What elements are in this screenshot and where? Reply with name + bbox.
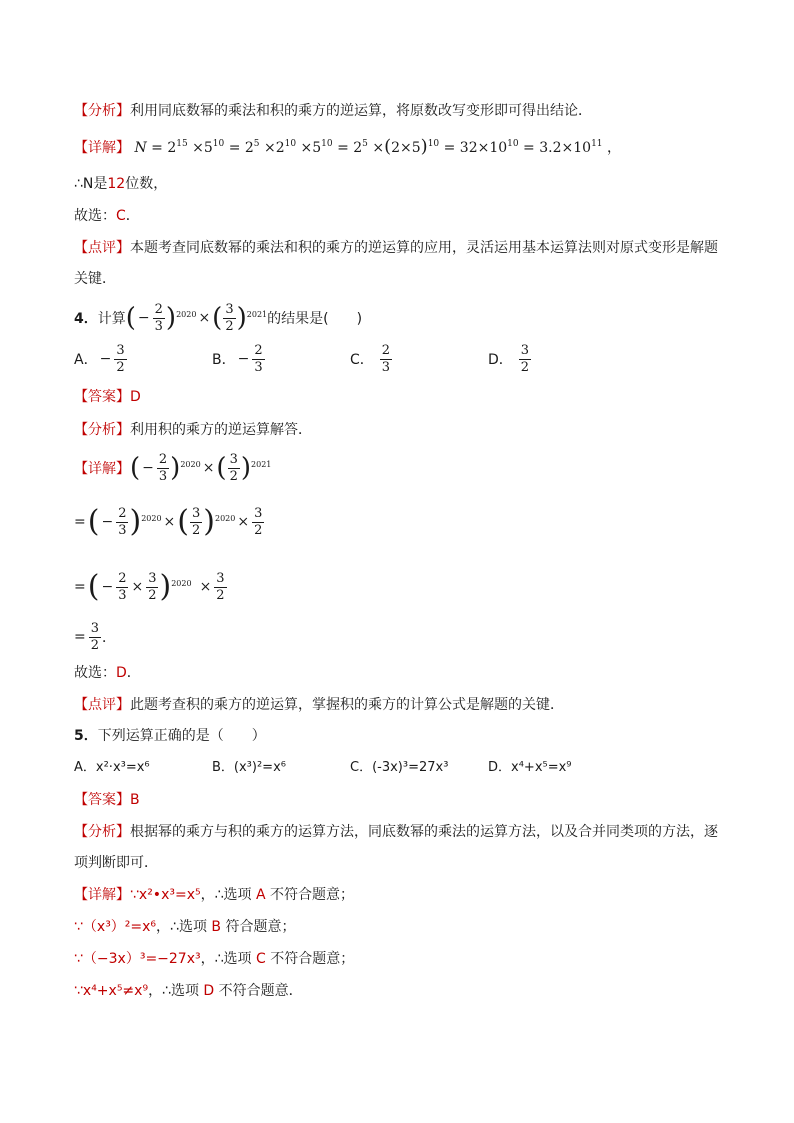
choice-letter: C — [116, 208, 126, 224]
q5-detail-line-c — [74, 949, 354, 969]
q4-option-a[interactable] — [74, 340, 128, 378]
q5-option-a[interactable] — [74, 758, 150, 778]
comment-tag: 【点评】 — [74, 697, 130, 713]
comment-text-cont: 关键． — [74, 271, 116, 287]
comment-text: 此题考查积的乘方的逆运算，掌握积的乘方的计算公式是解题的关键． — [130, 697, 564, 713]
stem-text: 下列运算正确的是（ ） — [97, 728, 266, 744]
conclusion-suffix: 位数， — [125, 176, 168, 192]
exponent-1: 2020 — [215, 513, 236, 523]
detail-option: B — [211, 919, 222, 935]
q5-option-b[interactable] — [212, 758, 286, 778]
detail-text: ，∴选项 — [148, 983, 204, 999]
option-den: 2 — [520, 359, 530, 375]
q5-answer-line — [74, 790, 140, 810]
exponent-2: 2021 — [246, 309, 268, 319]
exponent-2: 2021 — [251, 459, 272, 469]
detail-option: D — [203, 983, 215, 999]
comment-line-1 — [74, 238, 718, 258]
answer-letter: D — [130, 389, 141, 405]
q4-detail-step-3: = ( − $\frac{2}{3}$ × $\frac{3}{2}$ ) 2020 × $\frac{3}{2}$ — [74, 569, 225, 604]
q5-option-c[interactable] — [350, 758, 448, 778]
detail-option: C — [255, 951, 266, 967]
option-text: x⁴+x⁵=x⁹ — [511, 760, 572, 775]
q4-answer-line — [74, 387, 141, 407]
q5-detail-line-d — [74, 981, 303, 1001]
exponent-1: 2020 — [171, 578, 192, 588]
detail-tag: 【详解】 — [74, 461, 130, 477]
q5-analysis-line-1 — [74, 822, 718, 842]
detail-tag: 【详解】 — [74, 887, 130, 903]
choice-end: ． — [125, 208, 140, 224]
option-label: C． — [350, 760, 373, 775]
option-text: (-3x)³=27x³ — [372, 760, 449, 775]
detail-line-n — [74, 137, 621, 158]
option-num: 2 — [254, 342, 263, 358]
detail-text: 不符合题意； — [265, 951, 355, 967]
question-5-stem — [74, 726, 266, 746]
q5-detail-line-b — [74, 917, 295, 937]
detail-text: 不符合题意； — [265, 887, 354, 903]
choice-end: ． — [126, 665, 141, 681]
analysis-text: 利用积的乘方的逆运算解答． — [130, 422, 312, 438]
conclusion-number: 12 — [107, 176, 126, 192]
answer-tag: 【答案】 — [74, 792, 130, 808]
option-label: B． — [212, 352, 236, 368]
choice-prefix: 故选： — [74, 208, 116, 224]
q5-analysis-line-2 — [74, 853, 158, 873]
analysis-text-cont: 项判断即可． — [74, 855, 158, 871]
comment-line-2 — [74, 269, 116, 289]
option-sign: − — [99, 351, 112, 367]
analysis-text: 根据幂的乘方与积的乘方的运算方法，同底数幂的乘法的运算方法，以及合并同类项的方法，逐 — [130, 824, 718, 840]
detail-text: ，∴选项 — [200, 951, 256, 967]
detail-option: A — [255, 887, 266, 903]
question-number: 5． — [74, 728, 98, 744]
analysis-tag: 【分析】 — [74, 824, 130, 840]
q4-option-c[interactable] — [350, 340, 393, 378]
option-sign: − — [237, 351, 250, 367]
result-end: ． — [102, 630, 117, 646]
conclusion-prefix: ∴N是 — [74, 176, 108, 192]
q4-detail-result: = $\frac{3}{2}$ ． — [74, 620, 117, 653]
detail-expr: ∵x⁴+x⁵≠x⁹ — [74, 983, 149, 999]
choice-line-3 — [74, 206, 140, 226]
comment-text: 本题考查同底数幂的乘法和积的乘方的逆运算的应用，灵活运用基本运算法则对原式变形是解题 — [130, 240, 718, 256]
q5-option-d[interactable] — [488, 758, 572, 778]
choice-letter: D — [116, 665, 127, 681]
option-label: A． — [74, 352, 98, 368]
answer-letter: B — [130, 792, 140, 808]
detail-tag: 【详解】 — [74, 140, 130, 156]
q4-detail-step-1: 【详解】 ( − $\frac{2}{3}$ ) 2020 × ( $\frac{3}{2}$ ) 2021 — [74, 451, 272, 484]
option-den: 3 — [381, 359, 391, 375]
q4-analysis-line — [74, 420, 312, 440]
exponent-1: 2020 — [141, 513, 162, 523]
stem-suffix: 的结果是( ) — [267, 311, 363, 327]
option-den: 3 — [254, 359, 263, 375]
analysis-tag: 【分析】 — [74, 103, 130, 119]
detail-text: ，∴选项 — [156, 919, 212, 935]
exponent-1: 2020 — [180, 459, 201, 469]
conclusion-line — [74, 174, 167, 194]
analysis-tag: 【分析】 — [74, 422, 130, 438]
detail-text: 符合题意； — [221, 919, 296, 935]
option-label: B． — [212, 760, 234, 775]
q4-option-b[interactable] — [212, 340, 266, 378]
q4-comment-line — [74, 695, 564, 715]
detail-text: ，∴选项 — [200, 887, 256, 903]
q5-detail-line-a — [74, 885, 354, 905]
option-text: (x³)²=x⁶ — [233, 760, 286, 775]
comment-tag: 【点评】 — [74, 240, 130, 256]
choice-prefix: 故选： — [74, 665, 116, 681]
option-label: C． — [350, 352, 374, 368]
detail-expr: ∵x²•x³=x⁵ — [130, 887, 201, 903]
exponent-1: 2020 — [176, 309, 197, 319]
q4-detail-step-2: = ( − $\frac{2}{3}$ ) 2020 × ( $\frac{3}{2}$ ) 2020 × $\frac{3}{2}$ — [74, 504, 263, 539]
analysis-text: 利用同底数幂的乘法和积的乘方的逆运算，将原数改写变形即可得出结论． — [130, 103, 592, 119]
detail-text: 不符合题意． — [214, 983, 303, 999]
option-num: 2 — [381, 342, 391, 358]
stem-prefix: 计算 — [97, 311, 126, 327]
option-label: D． — [488, 760, 512, 775]
question-4-stem: 4． 计算 ( − $\frac{2}{3}$ ) 2020 × ( $\frac{3}{2}$ ) 2021 的结果是( ) — [74, 301, 363, 334]
option-num: 3 — [520, 342, 530, 358]
question-number: 4． — [74, 311, 98, 327]
option-label: A． — [74, 760, 96, 775]
option-num: 3 — [116, 342, 125, 358]
q4-choice-line — [74, 663, 141, 683]
option-den: 2 — [116, 359, 125, 375]
analysis-line — [74, 101, 592, 121]
q4-option-d[interactable] — [488, 340, 532, 378]
detail-expr: ∵（x³）²=x⁶ — [74, 919, 157, 935]
equation-n: $N = 2^{15} \times 5^{10} = 2^5 \times 2^{10} \times 5^{10} = 2^5 \times(2\times 5)^{10} = 32\times 10^{10} = 3.2\times 10^{11}$ ， — [134, 136, 621, 157]
option-text: x²·x³=x⁶ — [95, 760, 150, 775]
answer-tag: 【答案】 — [74, 389, 130, 405]
option-label: D． — [488, 352, 513, 368]
detail-expr: ∵（−3x）³=−27x³ — [74, 951, 201, 967]
